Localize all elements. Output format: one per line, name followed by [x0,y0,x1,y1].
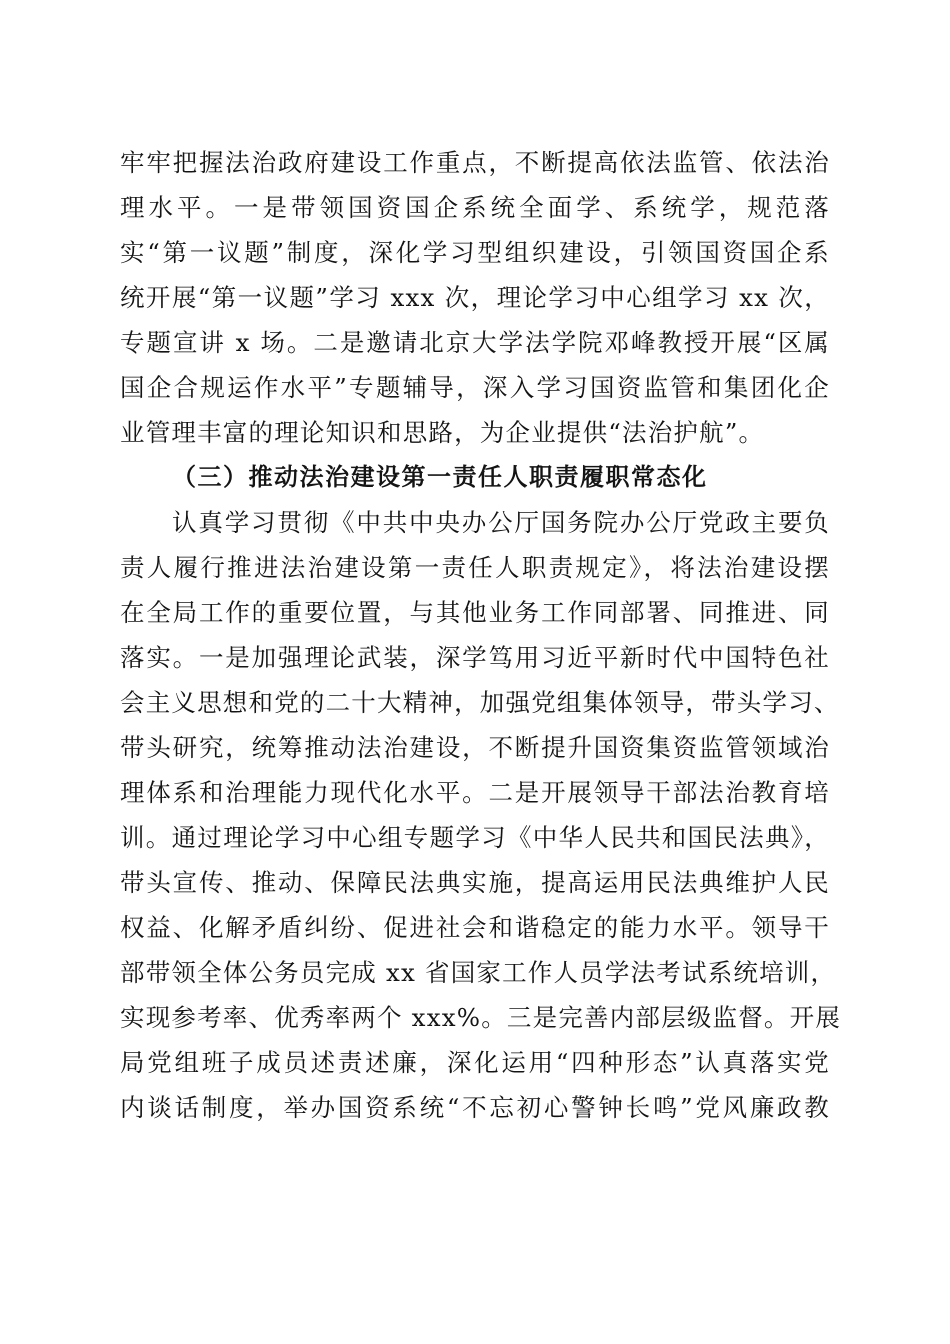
paragraph-2-line: 认真学习贯彻《中共中央办公厅国务院办公厅党政主要负 [172,508,830,537]
paragraph-1-line: 理水平。一是带领国资国企系统全面学、系统学，规范落 [120,193,830,222]
paragraph-2-line: 理体系和治理能力现代化水平。二是开展领导干部法治教育培 [120,778,830,807]
paragraph-2-line: 部带领全体公务员完成 xx 省国家工作人员学法考试系统培训， [120,958,837,987]
paragraph-2-line: 训。通过理论学习中心组专题学习《中华人民共和国民法典》， [120,823,830,852]
paragraph-2-line: 会主义思想和党的二十大精神，加强党组集体领导，带头学习、 [120,688,840,717]
document-body [120,140,842,1130]
paragraph-2-line: 带头宣传、推动、保障民法典实施，提高运用民法典维护人民 [120,868,830,897]
paragraph-2-line: 权益、化解矛盾纠纷、促进社会和谐稳定的能力水平。领导干 [120,913,830,942]
paragraph-2-line: 责人履行推进法治建设第一责任人职责规定》，将法治建设摆 [120,553,830,582]
paragraph-2-line: 内谈话制度，举办国资系统“不忘初心警钟长鸣”党风廉政教 [120,1093,830,1122]
paragraph-1-line: 业管理丰富的理论知识和思路，为企业提供“法治护航”。 [120,418,765,447]
paragraph-2-line: 带头研究，统筹推动法治建设，不断提升国资集资监管领域治 [120,733,830,762]
paragraph-2-line: 落实。一是加强理论武装，深学笃用习近平新时代中国特色社 [120,643,830,672]
paragraph-2-line: 局党组班子成员述责述廉，深化运用“四种形态”认真落实党 [120,1048,830,1077]
paragraph-1-line: 专题宣讲 x 场。二是邀请北京大学法学院邓峰教授开展“区属 [120,328,830,357]
paragraph-1-line: 实“第一议题”制度，深化学习型组织建设，引领国资国企系 [120,238,830,267]
section-heading: （三）推动法治建设第一责任人职责履职常态化 [172,463,708,491]
paragraph-1-line: 统开展“第一议题”学习 xxx 次，理论学习中心组学习 xx 次， [120,283,830,312]
paragraph-2-line: 实现参考率、优秀率两个 xxx%。三是完善内部层级监督。开展 [120,1003,842,1032]
paragraph-1-line: 牢牢把握法治政府建设工作重点，不断提高依法监管、依法治 [120,148,830,177]
paragraph-2-line: 在全局工作的重要位置，与其他业务工作同部署、同推进、同 [120,598,830,627]
paragraph-1-line: 国企合规运作水平”专题辅导，深入学习国资监管和集团化企 [120,373,830,402]
